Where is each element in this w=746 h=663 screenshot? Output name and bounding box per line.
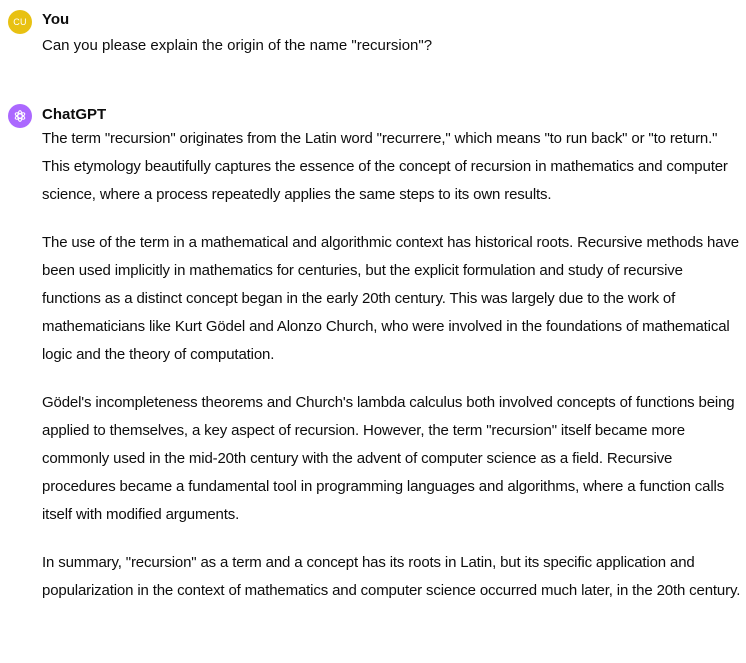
user-message-text: Can you please explain the origin of the name "recursion"? — [42, 37, 433, 54]
assistant-author-name: ChatGPT — [42, 106, 107, 123]
chatgpt-avatar — [8, 104, 32, 128]
user-avatar — [8, 10, 32, 34]
assistant-paragraph: Gödel's incompleteness theorems and Church's lambda calculus both involved concepts of functions being applied to themselves, a key aspect of recursion. However, the term "recursion" itself became more commonly used in the mid-20th century with the advent of computer science as a field. Recursive procedures became a fundamental tool in programming languages and algorithms, where a function calls itself with modified arguments. — [42, 394, 735, 523]
openai-logo-icon — [12, 108, 28, 124]
user-author-name: You — [42, 11, 70, 28]
assistant-paragraph: In summary, "recursion" as a term and a concept has its roots in Latin, but its specific application and popularization in the context of mathematics and computer science occurred much later, in the 20th century. — [42, 554, 741, 599]
assistant-paragraph: The term "recursion" originates from the Latin word "recurrere," which means "to run back" or "to return." This etymology beautifully captures the essence of the concept of recursion in mathematics and computer science, where a process repeatedly applies the same steps to its own results. — [42, 130, 728, 203]
user-avatar-initials: CU — [13, 17, 27, 27]
assistant-message-body — [42, 125, 742, 625]
assistant-paragraph: The use of the term in a mathematical and algorithmic context has historical roots. Recursive methods have been used implicitly in mathematics for centuries, but the explicit formulation and study of recursive functions as a distinct concept began in the early 20th century. This was largely due to the work of mathematicians like Kurt Gödel and Alonzo Church, who were involved in the foundations of mathematical logic and the theory of computation. — [42, 234, 739, 363]
